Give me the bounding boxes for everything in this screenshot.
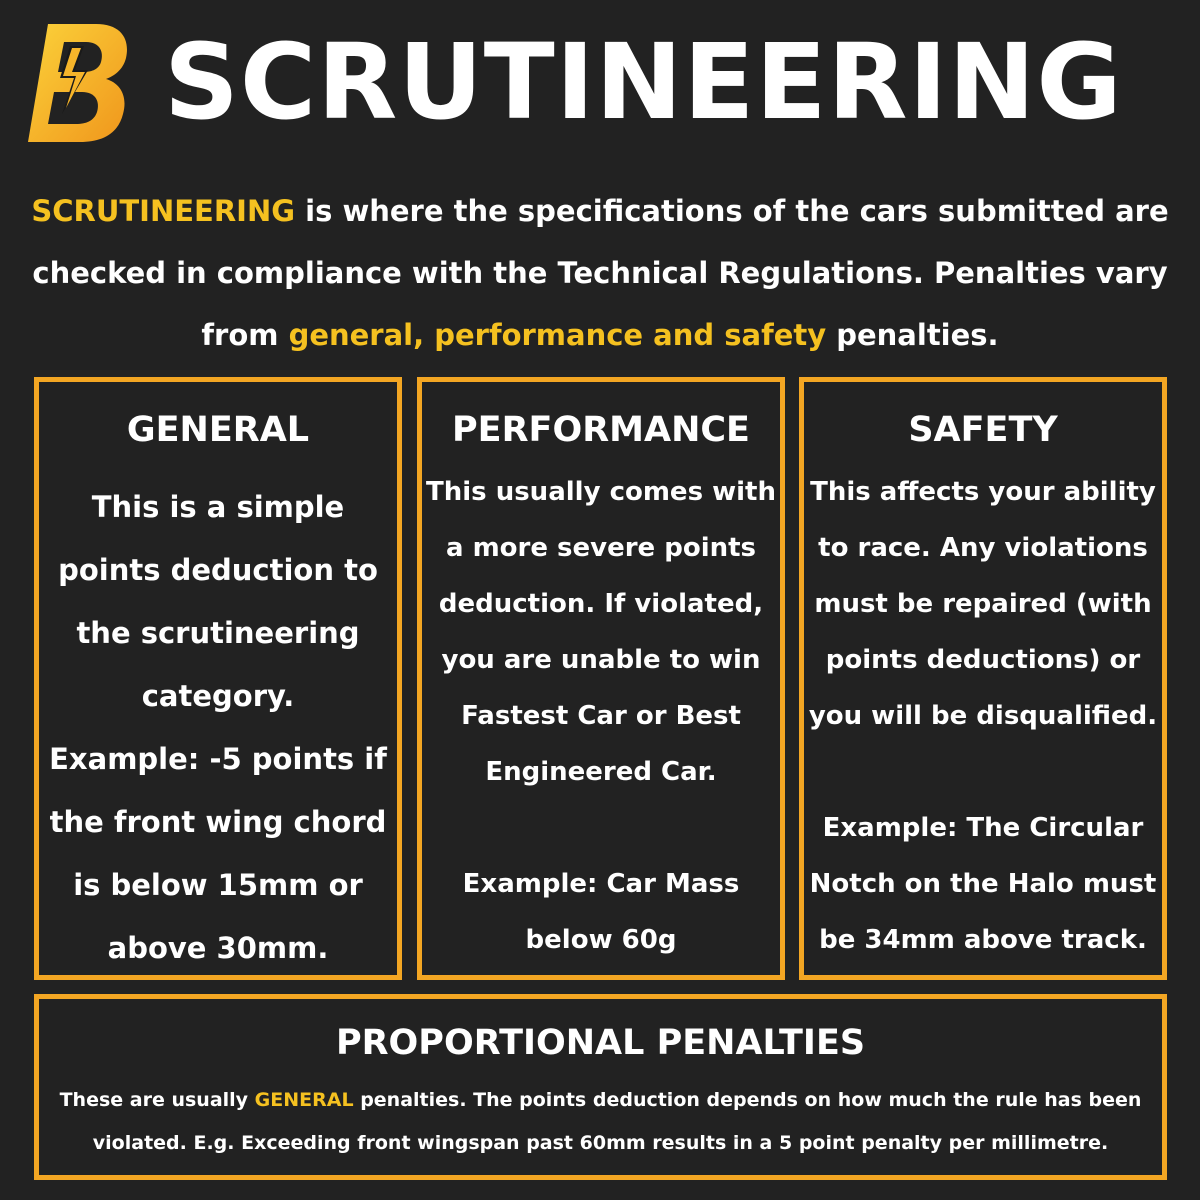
safety-heading: SAFETY	[908, 410, 1058, 450]
intro-text-2: penalties.	[826, 318, 999, 352]
proportional-body	[39, 1079, 1162, 1165]
general-description: This is a simple points deduction to the scrutineering category.	[58, 490, 378, 713]
general-example: Example: -5 points if the front wing chord is below 15mm or above 30mm.	[49, 742, 387, 965]
proportional-text-1: These are usually	[59, 1089, 255, 1111]
performance-panel	[417, 377, 785, 980]
safety-spacer	[808, 744, 1158, 800]
performance-spacer	[426, 800, 776, 856]
intro-highlight-scrutineering: SCRUTINEERING	[31, 194, 296, 228]
general-body	[39, 476, 397, 980]
performance-heading: PERFORMANCE	[452, 410, 750, 450]
page-title: SCRUTINEERING	[164, 21, 1123, 143]
header	[24, 14, 1184, 154]
proportional-highlight-general: GENERAL	[254, 1089, 354, 1111]
performance-example: Example: Car Mass below 60g	[462, 869, 740, 955]
performance-description: This usually comes with a more severe points deduction. If violated, you are unable to win Fastest Car or Best Engineered Car.	[426, 477, 776, 787]
proportional-text-2: penalties. The points deduction depends on how much the rule has been violated. E.g. Exceeding front wingspan past 60mm results in a 5 point penalty per millimetre.	[92, 1089, 1142, 1154]
performance-body	[422, 464, 780, 968]
intro-paragraph	[30, 180, 1170, 366]
intro-highlight-penalty-types: general, performance and safety	[288, 318, 827, 352]
lightning-bolt-b-logo-icon	[26, 18, 136, 146]
safety-panel	[799, 377, 1167, 980]
general-panel	[34, 377, 402, 980]
intro-text-1: is where the specifications of the cars submitted are checked in compliance with the Technical Regulations. Penalties vary from	[32, 194, 1169, 352]
safety-example: Example: The Circular Notch on the Halo must be 34mm above track.	[809, 813, 1157, 955]
general-heading: GENERAL	[126, 410, 310, 450]
safety-description: This affects your ability to race. Any violations must be repaired (with points deductions) or you will be disqualified.	[808, 477, 1158, 731]
safety-body	[804, 464, 1162, 968]
proportional-heading: PROPORTIONAL PENALTIES	[335, 1023, 866, 1063]
proportional-penalties-panel	[34, 994, 1167, 1180]
